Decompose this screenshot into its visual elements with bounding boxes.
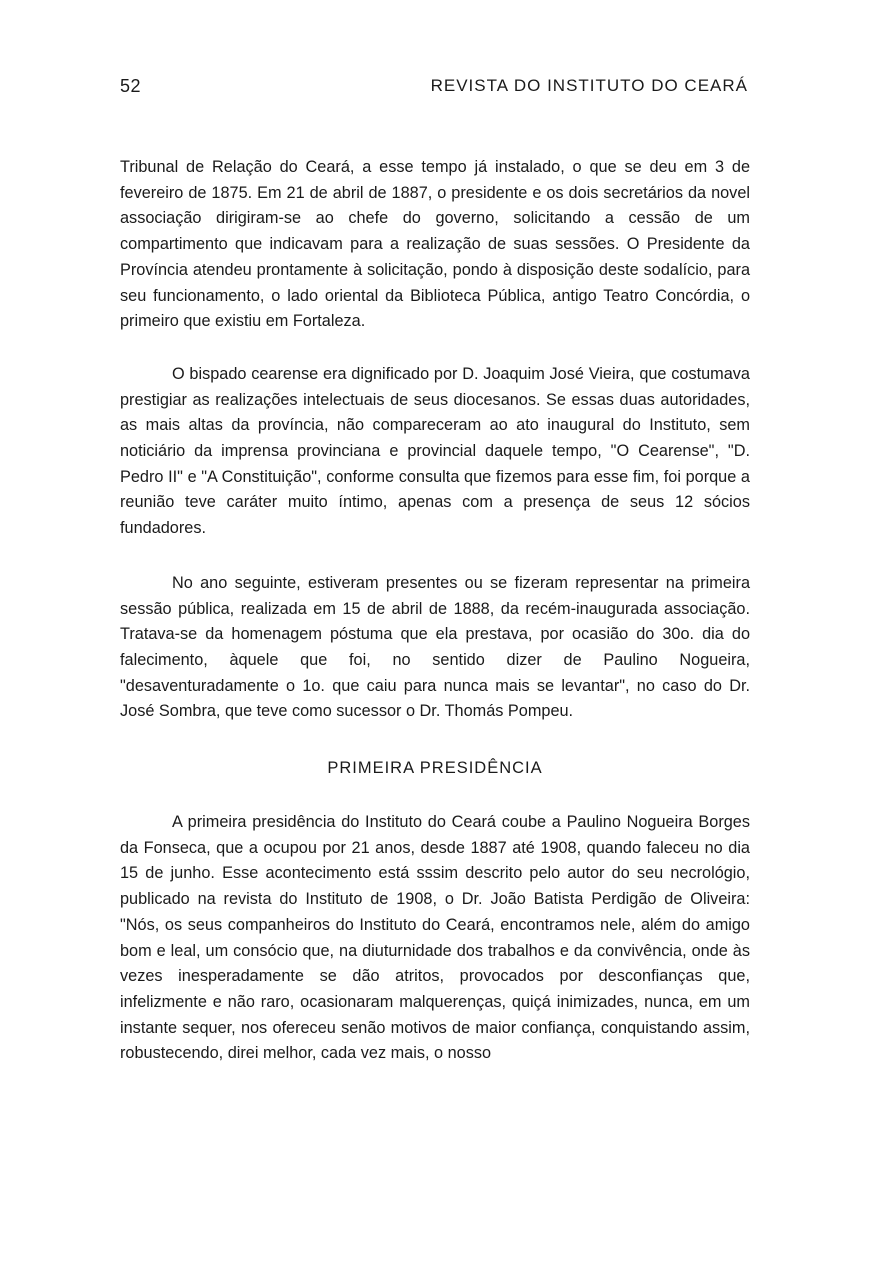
journal-title: REVISTA DO INSTITUTO DO CEARÁ [430,76,748,95]
paragraph-ano-seguinte: No ano seguinte, estiveram presentes ou se fizeram representar na primeira sessão pública, realizada em 15 de abril de 1888, da recém-inaugurada associação. Tratava-se da homenagem póstuma que ela prestava, por ocasião do 30o. dia do falecimento, àquele que foi, no sentido dizer de Paulino Nogueira, "desaventuradamente o 1o. que caiu para nunca mais se levantar", no caso do Dr. José Sombra, que teve como sucessor o Dr. Thomás Pompeu. [120,573,750,721]
running-header [120,76,748,102]
body-text [120,155,750,1067]
page-number: 52 [120,76,142,96]
paragraph-primeira-presidencia: A primeira presidência do Instituto do Ceará coube a Paulino Nogueira Borges da Fonseca, que a ocupou por 21 anos, desde 1887 até 1908, quando faleceu no dia 15 de junho. Esse acontecimento está sssim descrito pelo autor do seu necrológio, publicado na revista do Instituto de 1908, o Dr. João Batista Perdigão de Oliveira: "Nós, os seus companheiros do Instituto do Ceará, encontramos nele, além do amigo bom e leal, um consócio que, na diuturnidade dos trabalhos e da convivência, onde às vezes inesperadamente se dão atritos, provocados por desconfianças que, infelizmente e não raro, ocasionaram malquerenças, quiçá inimizades, nunca, em um instante sequer, nos ofereceu senão motivos de maior confiança, conquistando assim, robustecendo, direi melhor, cada vez mais, o nosso [120,813,750,1063]
paragraph-continuation: Tribunal de Relação do Ceará, a esse tempo já instalado, o que se deu em 3 de fevereiro de 1875. Em 21 de abril de 1887, o presidente e os dois secretários da novel associação dirigiram-se ao chefe do governo, solicitando a cessão de um compartimento que indicavam para a realização de suas sessões. O Presidente da Província atendeu prontamente à solicitação, pondo à disposição deste sodalício, para seu funcionamento, o lado oriental da Biblioteca Pública, antigo Teatro Concórdia, o primeiro que existiu em Fortaleza. [120,158,750,331]
paragraph-bispado: O bispado cearense era dignificado por D. Joaquim José Vieira, que costumava prestigiar as realizações intelectuais de seus diocesanos. Se essas duas autoridades, as mais altas da província, não compareceram ao ato inaugural do Instituto, sem noticiário da imprensa provinciana e provincial daquele tempo, "O Cearense", "D. Pedro II" e "A Constituição", conforme consulta que fizemos para esse fim, foi porque a reunião teve caráter muito íntimo, apenas com a presença de seus 12 sócios fundadores. [120,364,750,538]
section-heading: PRIMEIRA PRESIDÊNCIA [327,759,543,778]
